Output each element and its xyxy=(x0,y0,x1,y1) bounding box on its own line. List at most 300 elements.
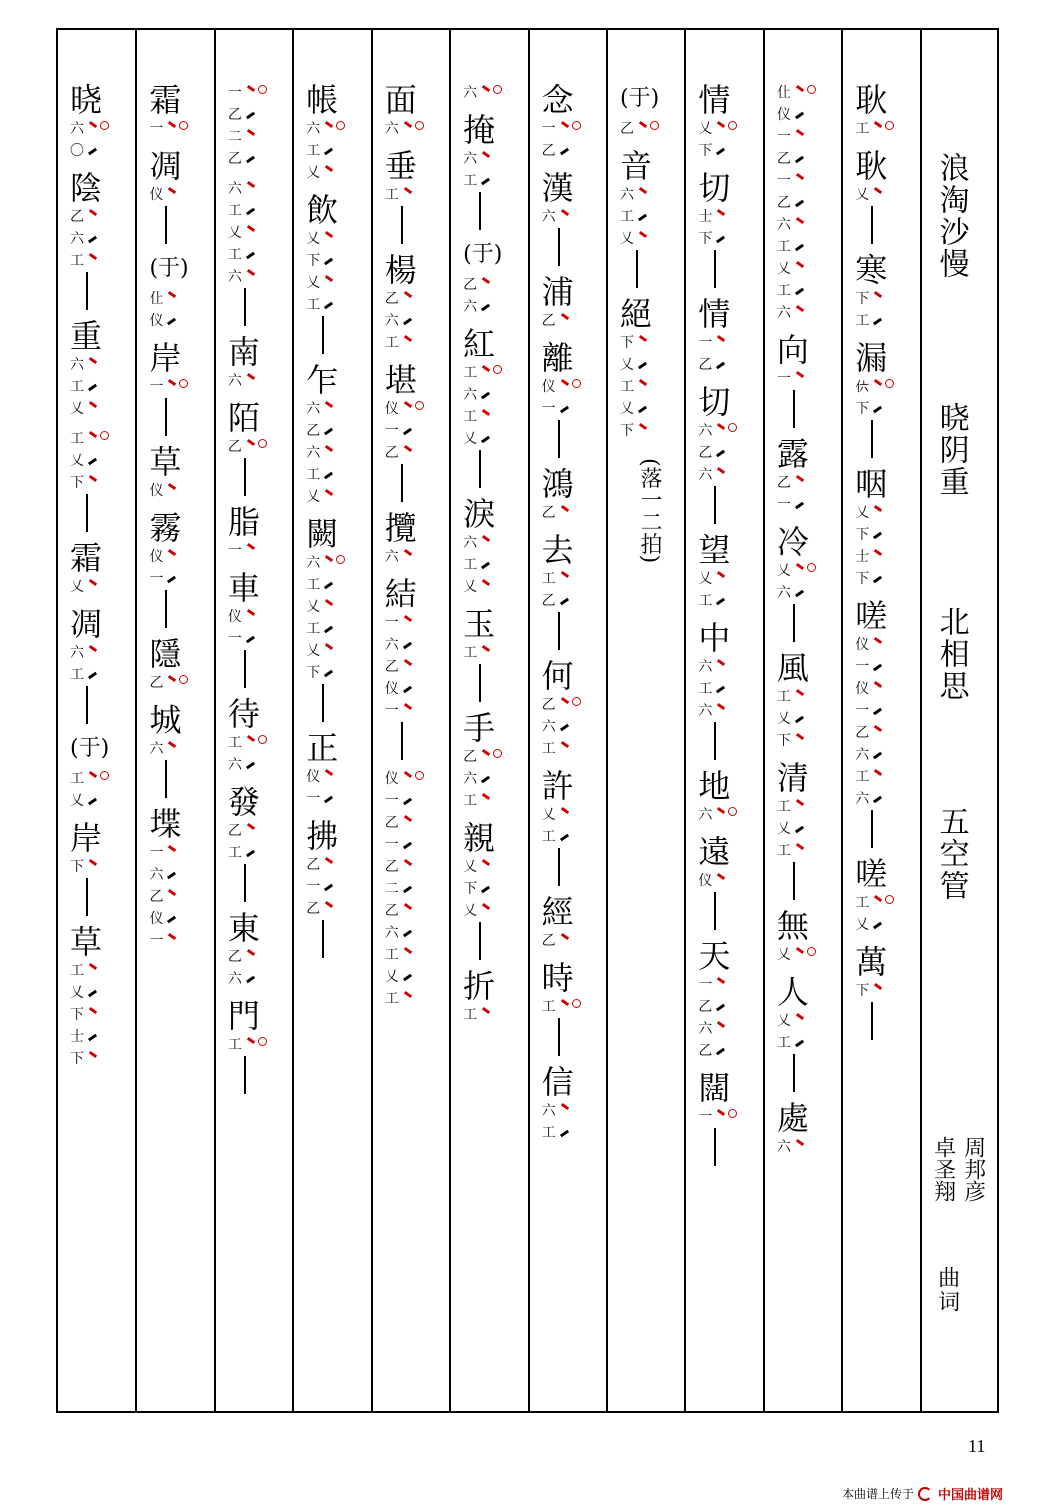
beat-tick-icon xyxy=(247,1036,255,1043)
beat-circle-icon xyxy=(885,121,894,130)
rhythm-mark-icon xyxy=(716,685,725,693)
score-cell xyxy=(149,636,188,694)
lyric-character: 何 xyxy=(541,657,574,695)
beat-tick-icon xyxy=(247,822,255,829)
gongche-note xyxy=(463,768,490,790)
gongche-note xyxy=(306,788,333,810)
gongche-note xyxy=(855,524,882,546)
gongche-note xyxy=(70,1048,97,1070)
gongche-symbol: 一 xyxy=(227,85,242,101)
score-cell xyxy=(228,784,260,902)
gongche-symbol: 下 xyxy=(855,401,870,417)
rhythm-mark-icon xyxy=(873,317,882,325)
score-cell xyxy=(542,532,574,650)
lyric-character: 中 xyxy=(698,619,731,657)
rhythm-mark-icon xyxy=(324,669,333,677)
beat-tick-icon xyxy=(325,400,333,407)
gongche-symbol: 六 xyxy=(149,741,164,757)
gongche-note xyxy=(698,354,725,376)
beat-tick-icon xyxy=(404,902,412,909)
beat-tick-icon xyxy=(168,740,176,747)
gongche-note xyxy=(306,272,333,294)
beat-circle-icon xyxy=(728,1109,737,1118)
gongche-symbol: 乙 xyxy=(384,659,399,675)
gongche-symbol: 仪 xyxy=(541,379,556,395)
beat-tick-icon xyxy=(560,806,568,813)
score-cell xyxy=(149,444,181,502)
beat-tick-icon xyxy=(560,696,568,703)
gongche-note xyxy=(542,826,569,848)
gongche-note xyxy=(149,842,176,864)
rhythm-mark-icon xyxy=(246,207,255,215)
gongche-symbol: 乙 xyxy=(227,151,242,167)
score-cell xyxy=(70,924,102,1070)
gongche-note xyxy=(777,944,816,966)
beat-circle-icon xyxy=(807,85,816,94)
gongche-note xyxy=(306,464,333,486)
gongche-symbol: 乙 xyxy=(541,593,556,609)
score-cell xyxy=(698,296,730,376)
gongche-symbol: 乙 xyxy=(541,697,556,713)
score-cell xyxy=(228,696,267,776)
rhythm-mark-icon xyxy=(88,1033,97,1041)
beat-circle-icon xyxy=(728,807,737,816)
gongche-symbol: 乂 xyxy=(384,969,399,985)
gongche-symbol: 仪 xyxy=(855,637,870,653)
beat-circle-icon xyxy=(100,431,109,440)
beat-tick-icon xyxy=(89,356,97,363)
beat-tick-icon xyxy=(796,216,804,223)
score-cell xyxy=(777,524,816,642)
gongche-note xyxy=(228,82,267,104)
gongche-symbol: 乂 xyxy=(619,401,634,417)
gongche-symbol: 一 xyxy=(149,571,164,587)
beat-tick-icon xyxy=(560,378,568,385)
beat-tick-icon xyxy=(247,948,255,955)
gongche-symbol: 一 xyxy=(776,497,791,513)
gongche-symbol: 工 xyxy=(776,689,791,705)
lyric-character: 掩 xyxy=(463,111,496,149)
gongche-note xyxy=(228,820,255,842)
gongche-symbol: 乂 xyxy=(855,917,870,933)
gongche-symbol: 工 xyxy=(698,593,713,609)
rhythm-mark-icon xyxy=(795,155,804,163)
rhythm-mark-icon xyxy=(873,707,882,715)
rhythm-mark-icon xyxy=(481,775,490,783)
beat-circle-icon xyxy=(728,121,737,130)
gongche-note xyxy=(463,1004,490,1026)
gongche-symbol: 工 xyxy=(463,365,478,381)
gongche-note xyxy=(70,960,97,982)
beat-tick-icon xyxy=(717,570,725,577)
gongche-symbol: 工 xyxy=(227,247,242,263)
lyric-character: 城 xyxy=(149,701,182,739)
gongche-note xyxy=(149,184,176,206)
gongche-symbol: 一 xyxy=(384,837,399,853)
gongche-symbol: 乙 xyxy=(619,121,634,137)
gongche-symbol: 乂 xyxy=(306,599,321,615)
gongche-symbol: 下 xyxy=(619,335,634,351)
score-cell xyxy=(855,466,887,590)
gongche-symbol: 士 xyxy=(855,549,870,565)
rhythm-mark-icon xyxy=(560,597,569,605)
gongche-symbol: 工 xyxy=(776,239,791,255)
page-number: 11 xyxy=(968,1436,986,1456)
rhythm-mark-icon xyxy=(403,427,412,435)
instrument-title: 五空管 xyxy=(933,806,969,902)
melisma-stem xyxy=(714,892,716,930)
gongche-note xyxy=(855,722,882,744)
score-cell xyxy=(620,296,652,442)
beat-tick-icon xyxy=(168,186,176,193)
gongche-symbol: 工 xyxy=(70,253,85,269)
gongche-note xyxy=(855,678,882,700)
rhythm-mark-icon xyxy=(481,885,490,893)
rhythm-mark-icon xyxy=(88,989,97,997)
lyric-character: 切 xyxy=(698,169,731,207)
score-column-4 xyxy=(606,30,684,1411)
gongche-note xyxy=(385,420,412,442)
score-cell xyxy=(620,82,659,140)
gongche-symbol: 乂 xyxy=(463,431,478,447)
beat-tick-icon xyxy=(89,208,97,215)
rhythm-mark-icon xyxy=(481,561,490,569)
rhythm-mark-icon xyxy=(560,833,569,841)
score-column-6 xyxy=(449,30,527,1411)
gongche-symbol: 六 xyxy=(384,313,399,329)
score-cell xyxy=(698,170,730,288)
gongche-note xyxy=(777,302,804,324)
gongche-note xyxy=(698,974,725,996)
beat-tick-icon xyxy=(404,658,412,665)
gongche-symbol: 工 xyxy=(306,577,321,593)
rhythm-mark-icon xyxy=(716,1047,725,1055)
rhythm-mark-icon xyxy=(246,635,255,643)
lyric-character: 東 xyxy=(227,909,260,947)
beat-tick-icon xyxy=(482,858,490,865)
gongche-note xyxy=(542,590,569,612)
gongche-note xyxy=(777,840,804,862)
gongche-symbol: 乙 xyxy=(70,209,85,225)
beat-tick-icon xyxy=(874,636,882,643)
beat-tick-icon xyxy=(482,902,490,909)
beat-circle-icon xyxy=(415,401,424,410)
gongche-symbol: 工 xyxy=(70,431,85,447)
beat-tick-icon xyxy=(404,614,412,621)
score-cell xyxy=(149,510,181,628)
gongche-symbol: 工 xyxy=(855,895,870,911)
gongche-symbol: 工 xyxy=(855,769,870,785)
gongche-note xyxy=(698,700,725,722)
beat-tick-icon xyxy=(325,444,333,451)
beat-tick-icon xyxy=(796,474,804,481)
melisma-stem xyxy=(793,604,795,642)
gongche-note xyxy=(228,606,255,628)
gongche-symbol: 工 xyxy=(463,793,478,809)
phrase-title: 晓阴重 xyxy=(933,402,969,498)
beat-tick-icon xyxy=(247,542,255,549)
gongche-note xyxy=(542,996,581,1018)
rhythm-mark-icon xyxy=(88,383,97,391)
gongche-symbol: 乂 xyxy=(698,121,713,137)
gongche-note xyxy=(463,856,490,878)
lyric-character: 帳 xyxy=(306,81,339,119)
gongche-note xyxy=(306,596,333,618)
lyric-character: 淚 xyxy=(463,495,496,533)
beat-tick-icon xyxy=(717,422,725,429)
gongche-symbol: 乙 xyxy=(384,903,399,919)
lyric-character: 隱 xyxy=(149,635,182,673)
gongche-symbol: 六 xyxy=(541,1103,556,1119)
gongche-symbol: 一 xyxy=(227,631,242,647)
beat-tick-icon xyxy=(89,644,97,651)
gongche-note xyxy=(542,140,569,162)
gongche-symbol: 下 xyxy=(776,733,791,749)
gongche-symbol: 一 xyxy=(149,379,164,395)
beat-tick-icon xyxy=(89,578,97,585)
gongche-note xyxy=(306,420,333,442)
beat-tick-icon xyxy=(404,702,412,709)
rhythm-mark-icon xyxy=(716,449,725,457)
beat-tick-icon xyxy=(404,186,412,193)
gongche-symbol: 一 xyxy=(855,659,870,675)
beat-tick-icon xyxy=(404,770,412,777)
beat-tick-icon xyxy=(325,642,333,649)
gongche-note xyxy=(228,370,255,392)
gongche-note xyxy=(149,376,188,398)
gongche-note xyxy=(306,552,345,574)
gongche-note xyxy=(777,280,804,302)
rhythm-mark-icon xyxy=(403,885,412,893)
gongche-symbol: 一 xyxy=(384,703,399,719)
gongche-symbol: 工 xyxy=(306,621,321,637)
gongche-note xyxy=(542,804,569,826)
gongche-note xyxy=(306,662,333,684)
lyric-character: 遠 xyxy=(698,833,731,871)
beat-tick-icon xyxy=(482,1006,490,1013)
gongche-note xyxy=(698,1040,725,1062)
lyric-character: 嗟 xyxy=(855,855,888,893)
gongche-symbol: 下 xyxy=(698,143,713,159)
rhythm-mark-icon xyxy=(246,155,255,163)
rhythm-mark-icon xyxy=(716,147,725,155)
gongche-note xyxy=(777,708,804,730)
rhythm-mark-icon xyxy=(88,457,97,465)
score-cell xyxy=(149,702,181,798)
gongche-symbol: 乙 xyxy=(698,999,713,1015)
rhythm-mark-icon xyxy=(403,841,412,849)
beat-tick-icon xyxy=(325,120,333,127)
rhythm-mark-icon xyxy=(403,641,412,649)
gongche-note xyxy=(620,332,647,354)
gongche-note xyxy=(306,294,333,316)
gongche-symbol: 六 xyxy=(698,1021,713,1037)
beat-tick-icon xyxy=(717,466,725,473)
lyric-character: 念 xyxy=(541,81,574,119)
gongche-note xyxy=(385,966,412,988)
gongche-note xyxy=(149,930,176,952)
lyric-character: 紅 xyxy=(463,325,496,363)
lyric-character: 楊 xyxy=(384,251,417,289)
score-cell xyxy=(463,82,502,104)
gongche-note xyxy=(855,118,894,140)
beat-tick-icon xyxy=(247,608,255,615)
gongche-note xyxy=(70,398,97,420)
beat-circle-icon xyxy=(572,121,581,130)
beat-tick-icon xyxy=(404,290,412,297)
beat-tick-icon xyxy=(874,982,882,989)
melisma-stem xyxy=(401,206,403,244)
rhythm-mark-icon xyxy=(795,825,804,833)
gongche-note xyxy=(385,790,412,812)
lyric-character: 面 xyxy=(384,81,417,119)
gongche-symbol: 乂 xyxy=(776,563,791,579)
score-cell xyxy=(228,82,267,170)
gongche-note xyxy=(385,678,412,700)
gongche-symbol: 仪 xyxy=(698,873,713,889)
gongche-symbol: 乙 xyxy=(463,277,478,293)
gongche-symbol: 仪 xyxy=(384,681,399,697)
gongche-note xyxy=(542,206,569,228)
lyric-character: 風 xyxy=(776,649,809,687)
rhythm-mark-icon xyxy=(246,251,255,259)
gongche-note xyxy=(70,206,97,228)
gongche-note xyxy=(385,944,412,966)
melisma-stem xyxy=(479,664,481,702)
score-cell xyxy=(228,570,260,688)
gongche-note xyxy=(306,766,333,788)
gongche-note xyxy=(385,546,412,568)
gongche-symbol: 工 xyxy=(855,121,870,137)
credit-role: 曲词 xyxy=(934,1266,960,1314)
beat-tick-icon xyxy=(560,208,568,215)
gongche-note xyxy=(698,206,725,228)
lyric-character: 信 xyxy=(541,1063,574,1101)
gongche-symbol: 六 xyxy=(855,791,870,807)
gongche-note xyxy=(855,184,882,206)
beat-circle-icon xyxy=(807,947,816,956)
gongche-note xyxy=(463,428,490,450)
beat-circle-icon xyxy=(258,85,267,94)
rhythm-mark-icon xyxy=(873,751,882,759)
gongche-note xyxy=(777,560,816,582)
gongche-note xyxy=(385,398,424,420)
lyric-character: 離 xyxy=(541,339,574,377)
gongche-note xyxy=(542,930,569,952)
gongche-symbol: 六 xyxy=(70,645,85,661)
lyric-character: 垂 xyxy=(384,147,417,185)
beat-tick-icon xyxy=(168,674,176,681)
beat-tick-icon xyxy=(325,554,333,561)
gongche-symbol: 二 xyxy=(384,881,399,897)
gongche-symbol: 六 xyxy=(384,925,399,941)
gongche-symbol: 士 xyxy=(698,209,713,225)
gongche-symbol: 乙 xyxy=(227,107,242,123)
gongche-note xyxy=(777,126,804,148)
gongche-note xyxy=(306,140,333,162)
gongche-note xyxy=(149,288,176,310)
gongche-note xyxy=(228,148,255,170)
gongche-note xyxy=(149,672,188,694)
lyric-character: 漢 xyxy=(541,169,574,207)
lyric-character: 晓 xyxy=(70,81,103,119)
beat-tick-icon xyxy=(717,1020,725,1027)
gongche-note xyxy=(385,656,412,678)
beat-annotation: (于) xyxy=(619,86,660,111)
score-cell xyxy=(306,82,345,184)
gongche-note xyxy=(70,768,109,790)
beat-tick-icon xyxy=(89,252,97,259)
gongche-symbol: 一 xyxy=(306,879,321,895)
beat-tick-icon xyxy=(796,304,804,311)
lyric-character: 萬 xyxy=(855,943,888,981)
score-cell xyxy=(542,960,581,1056)
rhythm-mark-icon xyxy=(88,235,97,243)
gongche-symbol: 工 xyxy=(541,829,556,845)
tune-title: 浪淘沙慢 xyxy=(933,152,969,280)
gongche-symbol: 乙 xyxy=(463,749,478,765)
gongche-symbol: 工 xyxy=(70,667,85,683)
beat-tick-icon xyxy=(89,1006,97,1013)
gongche-symbol: 仪 xyxy=(149,483,164,499)
melisma-stem xyxy=(479,450,481,488)
gongche-note xyxy=(70,1004,97,1026)
melisma-stem xyxy=(322,316,324,354)
beat-tick-icon xyxy=(168,844,176,851)
gongche-note xyxy=(463,384,490,406)
gongche-note xyxy=(855,568,882,590)
melisma-stem xyxy=(86,878,88,916)
beat-tick-icon xyxy=(482,644,490,651)
beat-tick-icon xyxy=(796,1138,804,1145)
beat-tick-icon xyxy=(874,680,882,687)
beat-tick-icon xyxy=(560,1102,568,1109)
gongche-symbol: 六 xyxy=(70,231,85,247)
gongche-symbol: 六 xyxy=(463,387,478,403)
gongche-symbol: 下 xyxy=(70,1051,85,1067)
gongche-note xyxy=(149,480,176,502)
gongche-symbol: 下 xyxy=(70,859,85,875)
melisma-stem xyxy=(479,192,481,230)
melisma-stem xyxy=(714,722,716,760)
gongche-symbol: 六 xyxy=(698,423,713,439)
beat-tick-icon xyxy=(247,268,255,275)
score-cell xyxy=(385,510,417,568)
lyric-character: 漏 xyxy=(855,339,888,377)
gongche-symbol: 工 xyxy=(463,409,478,425)
beat-tick-icon xyxy=(796,1012,804,1019)
beat-rest-annotation: (落一二拍) xyxy=(636,458,662,564)
beat-tick-icon xyxy=(560,504,568,511)
beat-annotation: (于) xyxy=(149,256,189,281)
gongche-note xyxy=(228,1034,267,1056)
gongche-symbol: 工 xyxy=(70,771,85,787)
gongche-note xyxy=(698,118,737,140)
beat-tick-icon xyxy=(404,444,412,451)
gongche-note xyxy=(306,250,333,272)
gongche-note xyxy=(228,732,267,754)
gongche-symbol: 六 xyxy=(306,445,321,461)
beat-tick-icon xyxy=(247,128,255,135)
beat-tick-icon xyxy=(717,658,725,665)
beat-tick-icon xyxy=(89,120,97,127)
score-cell xyxy=(698,834,730,930)
gongche-symbol: 一 xyxy=(541,401,556,417)
rhythm-mark-icon xyxy=(324,795,333,803)
gongche-note xyxy=(306,118,345,140)
gongche-symbol: 下 xyxy=(619,423,634,439)
gongche-note xyxy=(149,546,176,568)
